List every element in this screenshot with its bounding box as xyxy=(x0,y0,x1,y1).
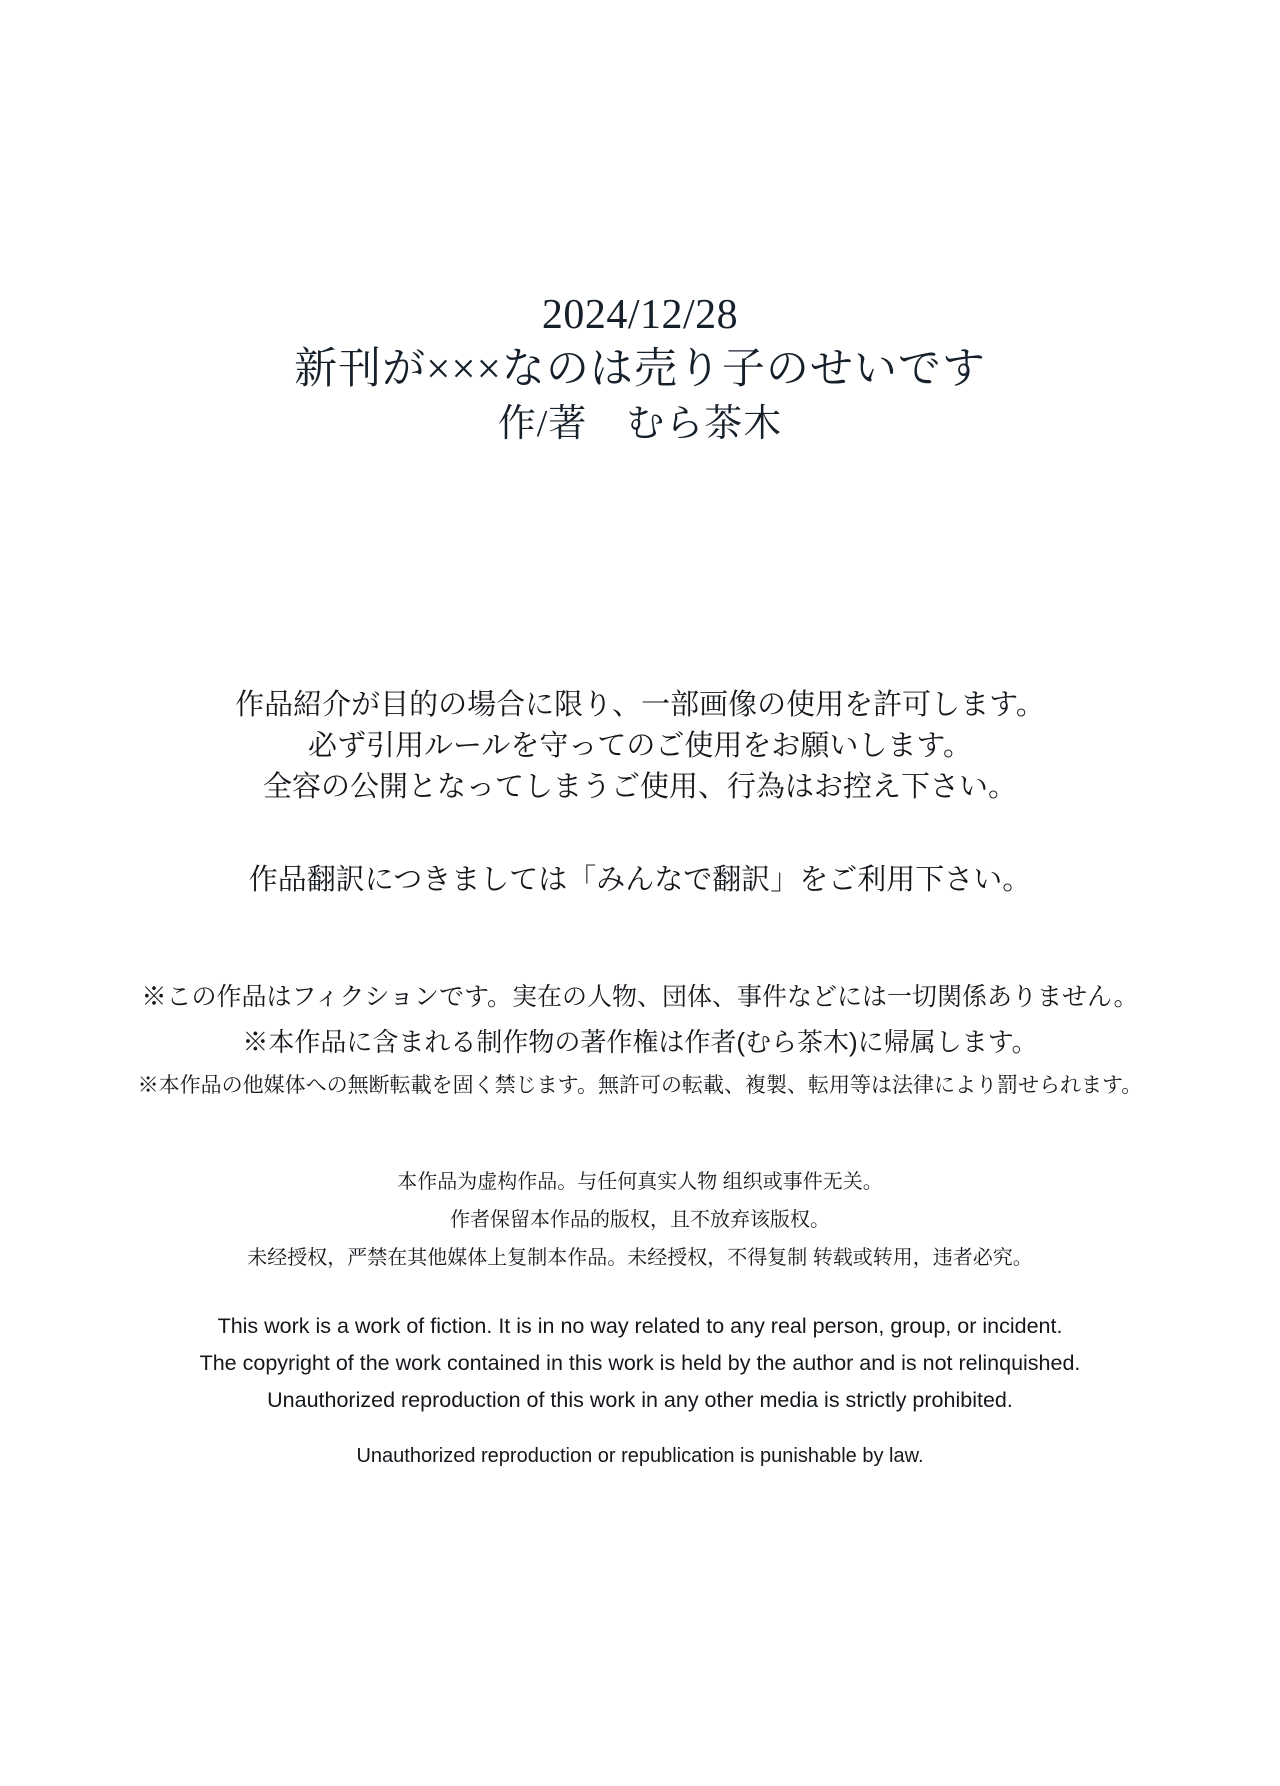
title-block xyxy=(0,288,1280,450)
english-disclaimer-block xyxy=(0,1308,1280,1473)
jp-disclaimer-line-2: ※本作品に含まれる制作物の著作権は作者(むら茶木)に帰属します。 xyxy=(242,1027,1038,1057)
japanese-disclaimer-block xyxy=(0,975,1280,1107)
en-disclaimer-line-2: The copyright of the work contained in this work is held by the author and is not relinquished. xyxy=(199,1351,1081,1375)
jp-disclaimer-line-3: ※本作品の他媒体への無断転載を固く禁じます。無許可の転載、複製、転用等は法律により罰せられます。 xyxy=(137,1074,1143,1097)
cn-disclaimer-line-2: 作者保留本作品的版权，且不放弃该版权。 xyxy=(450,1209,830,1231)
en-disclaimer-line-1: This work is a work of fiction. It is in no way related to any real person, group, or incident. xyxy=(217,1314,1063,1338)
cn-disclaimer-line-3: 未经授权，严禁在其他媒体上复制本作品。未经授权，不得复制 转载或转用，违者必究。 xyxy=(247,1247,1033,1269)
translation-note: 作品翻訳につきましては「みんなで翻訳」をご利用下さい。 xyxy=(248,864,1032,896)
en-disclaimer-line-3: Unauthorized reproduction of this work in any other media is strictly prohibited. xyxy=(267,1388,1013,1412)
en-disclaimer-line-4: Unauthorized reproduction or republication is punishable by law. xyxy=(356,1445,924,1467)
chinese-disclaimer-block xyxy=(0,1163,1280,1277)
usage-line-2: 必ず引用ルールを守ってのご使用をお願いします。 xyxy=(307,730,973,762)
work-title: 新刊が×××なのは売り子のせいです xyxy=(294,346,986,393)
cn-disclaimer-line-1: 本作品为虚构作品。与任何真实人物 组织或事件无关。 xyxy=(397,1171,883,1193)
usage-line-1: 作品紹介が目的の場合に限り、一部画像の使用を許可します。 xyxy=(235,689,1045,721)
usage-line-3: 全容の公開となってしまうご使用、行為はお控え下さい。 xyxy=(262,771,1017,803)
publication-date: 2024/12/28 xyxy=(541,292,739,338)
jp-disclaimer-line-1: ※この作品はフィクションです。実在の人物、団体、事件などには一切関係ありません。 xyxy=(141,983,1139,1011)
author-credit: 作/著 むら茶木 xyxy=(497,403,783,445)
usage-notice-block xyxy=(0,685,1280,901)
